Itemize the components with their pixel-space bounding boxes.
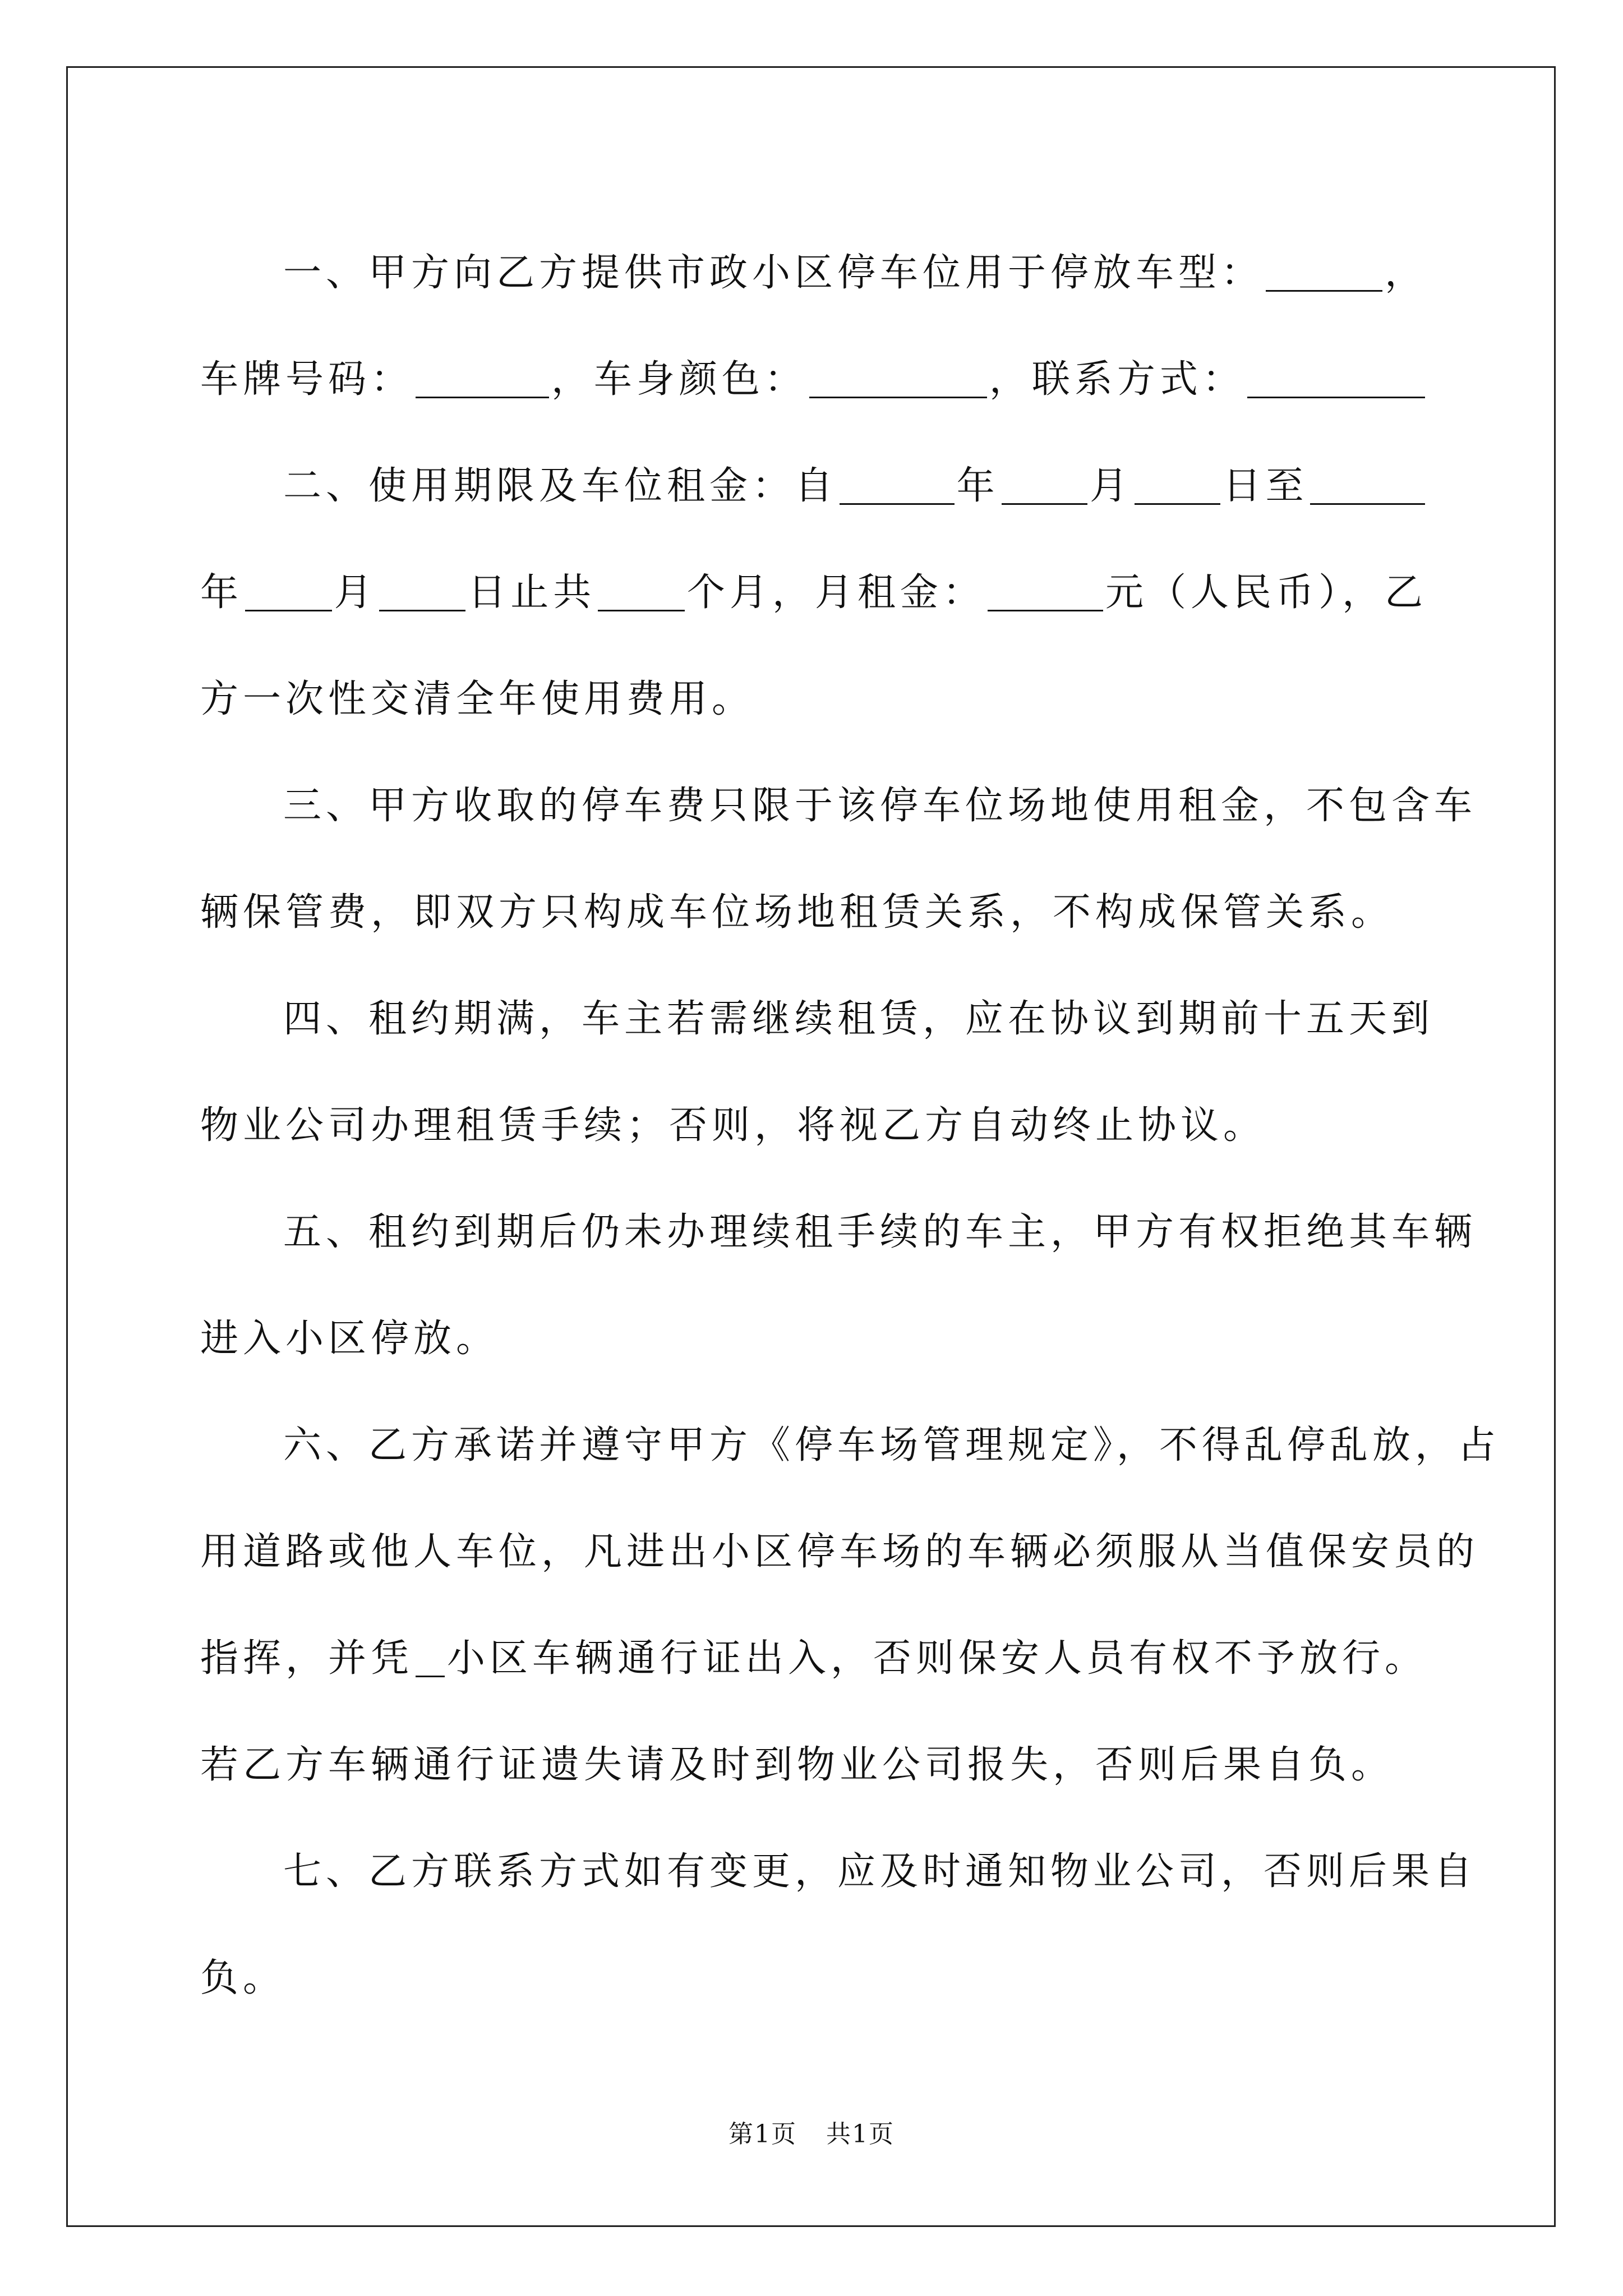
plate-number-label: 车牌号码： [200, 357, 414, 402]
clause-1-comma: ， [1384, 251, 1427, 295]
clause-6-line-1: 六、乙方承诺并遵守甲方《停车场管理规定》，不得乱停乱放，占 [283, 1423, 1501, 1467]
day-total-label: 日止共 [468, 570, 596, 615]
year-label: 年 [200, 570, 243, 615]
vehicle-color-label: ，车身颜色： [551, 357, 807, 402]
clause-2-text-end: 方一次性交清全年使用费用。 [200, 677, 755, 721]
monthly-rent-field[interactable] [988, 575, 1103, 611]
end-day-field[interactable] [379, 575, 466, 611]
clause-2-line-2 [200, 540, 1427, 646]
community-name-field[interactable] [416, 1641, 445, 1677]
clause-5-line-2: 进入小区停放。 [200, 1317, 499, 1361]
month-label: 月 [1090, 464, 1133, 508]
clause-3-line-2: 辆保管费，即双方只构成车位场地租赁关系，不构成保管关系。 [200, 890, 1394, 935]
clause-6-line-2: 用道路或他人车位，凡进出小区停车场的车辆必须服从当值保安员的 [200, 1530, 1479, 1574]
clause-4-line-2: 物业公司办理租赁手续；否则，将视乙方自动终止协议。 [200, 1103, 1266, 1148]
vehicle-color-field[interactable] [809, 362, 987, 398]
start-year-field[interactable] [840, 468, 955, 505]
contact-field[interactable] [1247, 362, 1425, 398]
clause-1-line-1 [200, 220, 1427, 326]
clause-5-line-1: 五、租约到期后仍未办理续租手续的车主，甲方有权拒绝其车辆 [283, 1210, 1477, 1254]
clause-2-line-3 [200, 646, 1427, 753]
vehicle-model-field[interactable] [1266, 255, 1382, 292]
month-label: 月 [334, 570, 377, 615]
end-year-field[interactable] [1310, 468, 1425, 505]
start-day-field[interactable] [1135, 468, 1220, 505]
plate-number-field[interactable] [416, 362, 549, 398]
day-to-label: 日至 [1223, 464, 1308, 508]
clause-4-text: 四、租约期满，车主若需继续租赁，应在协议到期前十五天到 [283, 997, 1435, 1041]
clause-3-line-1: 三、甲方收取的停车费只限于该停车位场地使用租金，不包含车 [283, 784, 1477, 828]
months-field[interactable] [598, 575, 685, 611]
clause-2-text: 二、使用期限及车位租金：自 [283, 464, 838, 508]
contact-label: ，联系方式： [989, 357, 1245, 402]
clause-7-line-2: 负。 [200, 1956, 286, 2000]
currency-label: 元（人民币），乙 [1105, 570, 1427, 615]
end-month-field[interactable] [245, 575, 332, 611]
clause-6-text: 指挥，并凭 [200, 1636, 414, 1681]
page-total: 共1页 [826, 2120, 895, 2148]
start-month-field[interactable] [1002, 468, 1087, 505]
clause-6-line-4: 若乙方车辆通行证遗失请及时到物业公司报失，否则后果自负。 [200, 1743, 1394, 1787]
clause-1-line-2 [200, 326, 1427, 433]
monthly-rent-label: 个月，月租金： [686, 570, 985, 615]
document-body [200, 220, 1501, 2032]
clause-6-line-3 [200, 1605, 1427, 1712]
clause-2-line-1 [200, 433, 1427, 540]
year-label: 年 [956, 464, 999, 508]
page-current: 第1页 [728, 2120, 797, 2148]
clause-6-text-cont: 小区车辆通行证出入，否则保安人员有权不予放行。 [446, 1636, 1427, 1681]
clause-7-line-1: 七、乙方联系方式如有变更，应及时通知物业公司，否则后果自 [283, 1849, 1477, 1894]
page-footer [0, 2114, 1623, 2150]
clause-4-line-1 [200, 966, 1435, 1073]
clause-1-text: 一、甲方向乙方提供市政小区停车位用于停放车型： [283, 251, 1264, 295]
